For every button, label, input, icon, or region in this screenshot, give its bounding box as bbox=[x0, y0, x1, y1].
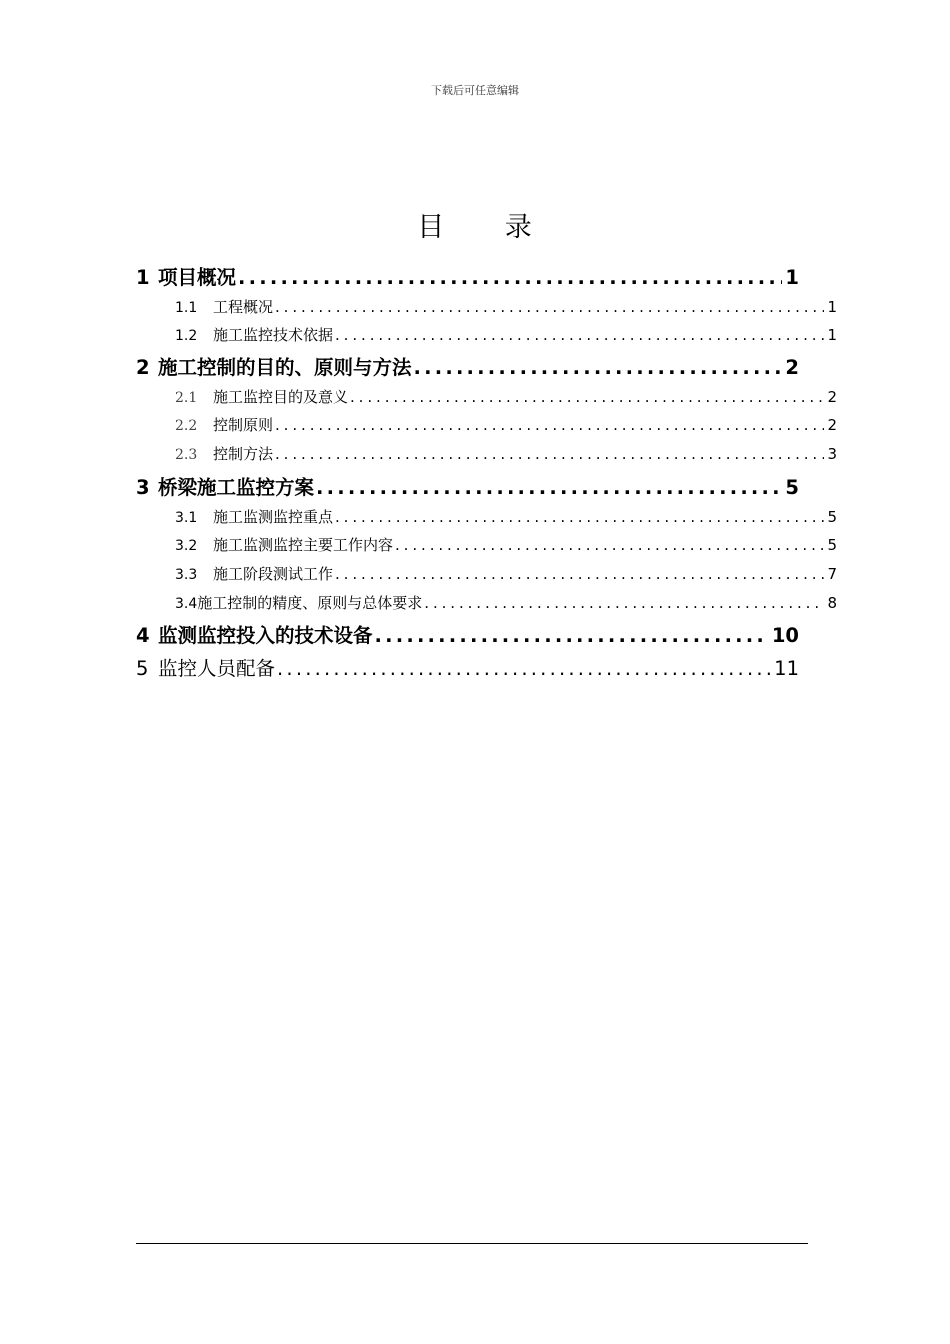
toc-entry-title: 控制方法 bbox=[213, 445, 274, 463]
toc-entry-page: 5 bbox=[827, 508, 837, 526]
toc-entry-number: 2.2 bbox=[175, 418, 198, 434]
footer-divider bbox=[136, 1243, 808, 1244]
toc-entry-title: 施工控制的目的、原则与方法 bbox=[158, 356, 412, 379]
toc-leader-dots bbox=[236, 266, 782, 289]
toc-entry-number: 2.1 bbox=[175, 390, 198, 406]
toc-entry-number: 2 bbox=[136, 356, 150, 379]
toc-entry-title: 施工控制的精度、原则与总体要求 bbox=[197, 594, 423, 612]
toc-leader-dots bbox=[348, 388, 824, 406]
toc-entry-3-3[interactable] bbox=[175, 563, 837, 584]
toc-entry-page: 1 bbox=[827, 326, 837, 344]
toc-entry-3-2[interactable] bbox=[175, 534, 837, 555]
toc-entry-title: 工程概况 bbox=[213, 298, 274, 316]
toc-entry-1-2[interactable] bbox=[175, 324, 837, 345]
toc-leader-dots bbox=[333, 508, 824, 526]
toc-entry-title: 桥梁施工监控方案 bbox=[158, 476, 315, 499]
toc-entry-3[interactable] bbox=[136, 472, 799, 500]
toc-entry-number: 1.2 bbox=[175, 328, 198, 344]
toc-entry-3-4[interactable] bbox=[175, 592, 837, 613]
toc-entry-3-1[interactable] bbox=[175, 506, 837, 527]
toc-leader-dots bbox=[333, 565, 824, 583]
toc-entry-page: 2 bbox=[785, 356, 799, 379]
toc-entry-title: 施工监控目的及意义 bbox=[213, 388, 349, 406]
toc-title: 目 录 bbox=[417, 212, 558, 243]
toc-entry-page: 11 bbox=[774, 657, 799, 680]
toc-entry-title: 监控人员配备 bbox=[158, 657, 276, 680]
toc-leader-dots bbox=[273, 416, 824, 434]
toc-entry-title: 控制原则 bbox=[213, 416, 274, 434]
toc-entry-title: 施工阶段测试工作 bbox=[213, 565, 334, 583]
toc-entry-2-3[interactable] bbox=[175, 443, 837, 464]
toc-entry-1-1[interactable] bbox=[175, 296, 837, 317]
toc-entry-page: 1 bbox=[827, 298, 837, 316]
toc-leader-dots bbox=[393, 536, 824, 554]
toc-entry-title: 项目概况 bbox=[158, 266, 237, 289]
header-note: 下载后可任意编辑 bbox=[431, 84, 519, 97]
toc-leader-dots bbox=[333, 326, 824, 344]
toc-entry-page: 2 bbox=[827, 388, 837, 406]
toc-entry-number: 3.4 bbox=[175, 596, 198, 612]
toc-entry-number: 1 bbox=[136, 266, 150, 289]
toc-entry-page: 3 bbox=[827, 445, 837, 463]
toc-entry-title: 施工监测监控重点 bbox=[213, 508, 334, 526]
toc-entry-2[interactable] bbox=[136, 352, 799, 380]
toc-leader-dots bbox=[273, 298, 824, 316]
toc-entry-page: 8 bbox=[827, 594, 837, 612]
toc-entry-number: 3.1 bbox=[175, 510, 198, 526]
toc-entry-1[interactable] bbox=[136, 262, 799, 290]
toc-entry-number: 3 bbox=[136, 476, 150, 499]
toc-leader-dots bbox=[412, 356, 783, 379]
toc-entry-page: 1 bbox=[785, 266, 799, 289]
toc-leader-dots bbox=[422, 594, 824, 612]
toc-entry-number: 4 bbox=[136, 624, 150, 647]
toc-entry-2-1[interactable] bbox=[175, 386, 837, 407]
toc-entry-number: 3.3 bbox=[175, 567, 198, 583]
toc-entry-title: 施工监测监控主要工作内容 bbox=[213, 536, 394, 554]
toc-entry-title: 施工监控技术依据 bbox=[213, 326, 334, 344]
toc-entry-5[interactable] bbox=[136, 653, 799, 681]
toc-leader-dots bbox=[275, 657, 771, 680]
toc-leader-dots bbox=[373, 624, 769, 647]
toc-entry-page: 5 bbox=[827, 536, 837, 554]
toc-entry-number: 3.2 bbox=[175, 538, 198, 554]
toc-leader-dots bbox=[314, 476, 782, 499]
toc-entry-page: 5 bbox=[785, 476, 799, 499]
toc-entry-title: 监测监控投入的技术设备 bbox=[158, 624, 373, 647]
toc-entry-number: 2.3 bbox=[175, 447, 198, 463]
toc-entry-number: 5 bbox=[136, 657, 149, 680]
toc-entry-number: 1.1 bbox=[175, 300, 198, 316]
toc-leader-dots bbox=[273, 445, 824, 463]
toc-entry-2-2[interactable] bbox=[175, 414, 837, 435]
toc-entry-4[interactable] bbox=[136, 620, 799, 648]
toc-entry-page: 7 bbox=[827, 565, 837, 583]
toc-entry-page: 2 bbox=[827, 416, 837, 434]
toc-entry-page: 10 bbox=[771, 624, 799, 647]
